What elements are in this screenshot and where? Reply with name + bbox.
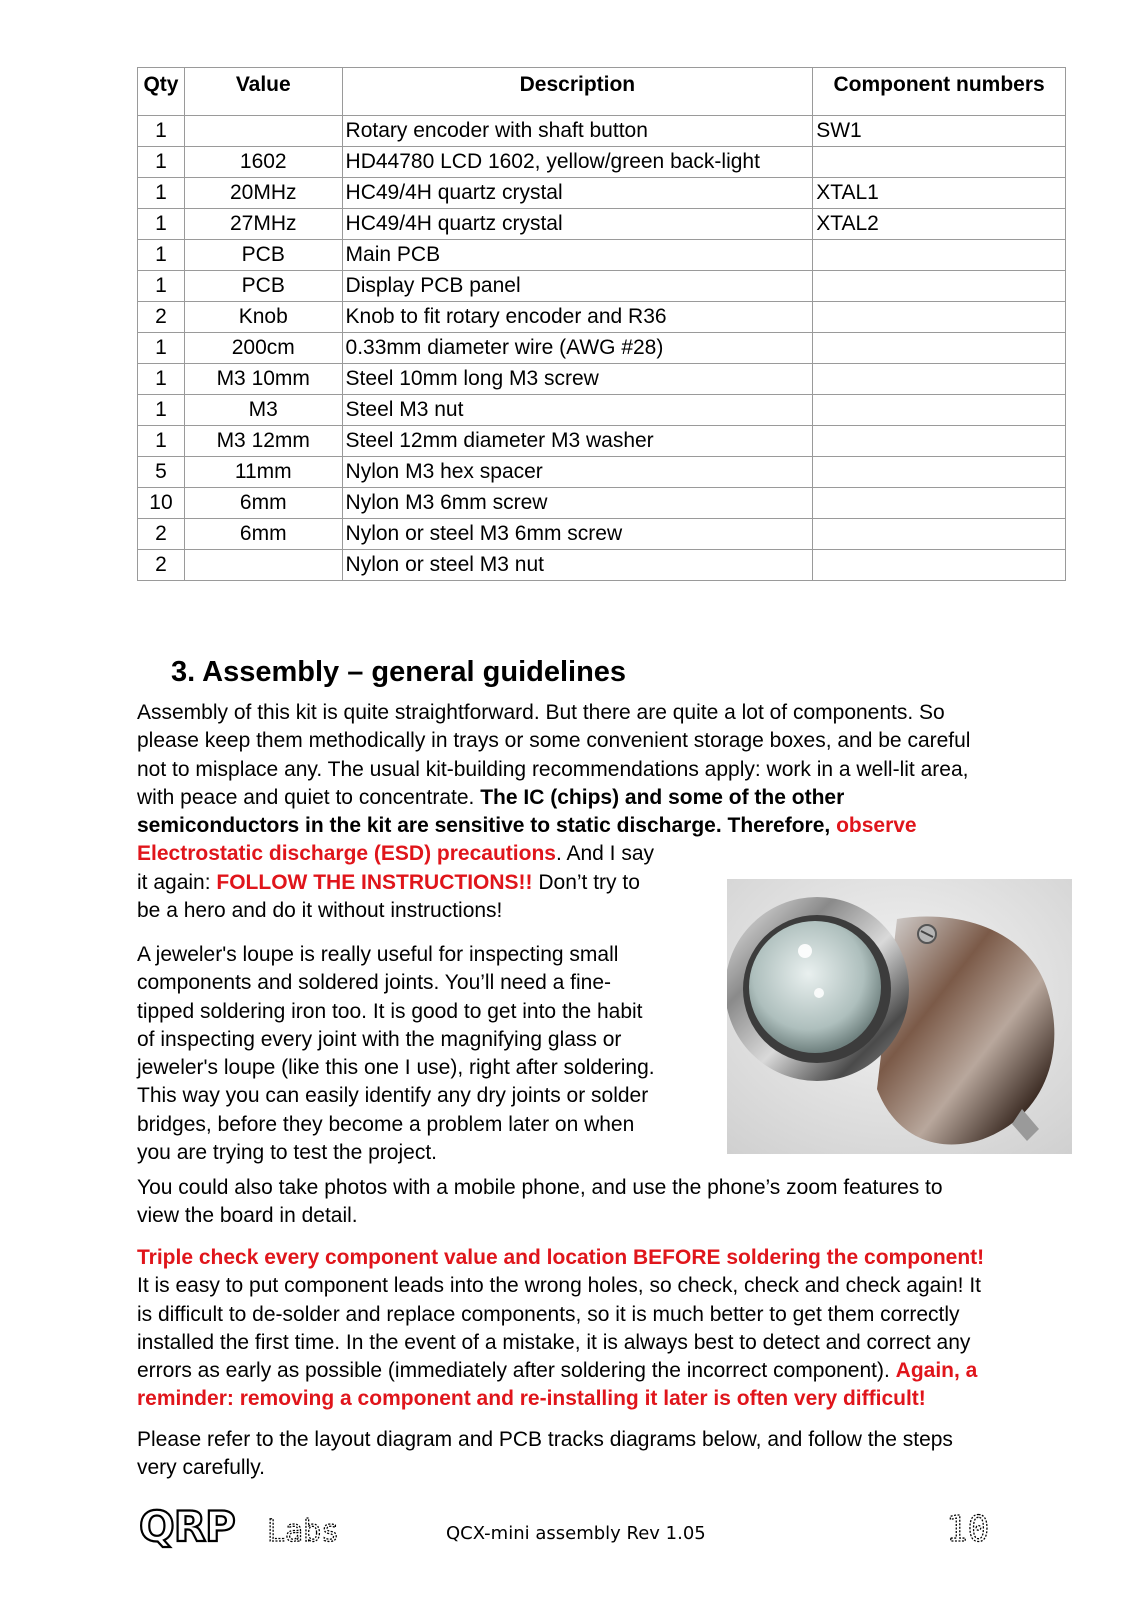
text-line: be a hero and do it without instructions!	[137, 899, 503, 923]
cell-component-numbers	[813, 519, 1066, 550]
text-line: you are trying to test the project.	[137, 1141, 437, 1165]
table-row	[138, 488, 1066, 519]
text-line: very carefully.	[137, 1456, 265, 1480]
cell-component-numbers	[813, 488, 1066, 519]
cell-qty: 5	[138, 457, 185, 488]
cell-value: 20MHz	[184, 178, 342, 209]
jewelers-loupe-photo	[727, 879, 1072, 1154]
cell-description: Nylon or steel M3 6mm screw	[342, 519, 813, 550]
cell-qty: 1	[138, 147, 185, 178]
table-row	[138, 333, 1066, 364]
cell-value: M3	[184, 395, 342, 426]
table-row	[138, 364, 1066, 395]
cell-description: Display PCB panel	[342, 271, 813, 302]
cell-component-numbers	[813, 240, 1066, 271]
text-span: . And I say	[555, 842, 655, 866]
cell-qty: 1	[138, 209, 185, 240]
red-warning-text: FOLLOW THE INSTRUCTIONS!!	[216, 870, 533, 894]
table-row	[138, 519, 1066, 550]
cell-qty: 1	[138, 240, 185, 271]
cell-description: Steel 12mm diameter M3 washer	[342, 426, 813, 457]
bold-warning-text: semiconductors in the kit are sensitive to static discharge. Therefore,	[137, 814, 837, 838]
text-line	[137, 812, 1067, 840]
text-line: You could also take photos with a mobile phone, and use the phone’s zoom features to	[137, 1176, 943, 1199]
text-line: view the board in detail.	[137, 1204, 358, 1228]
text-line: This way you can easily identify any dry joints or solder	[137, 1084, 649, 1108]
page-footer	[0, 1505, 1132, 1565]
column-header-description: Description	[342, 68, 813, 116]
text-line: of inspecting every joint with the magnifying glass or	[137, 1027, 622, 1051]
cell-value: 6mm	[184, 519, 342, 550]
cell-qty: 1	[138, 426, 185, 457]
cell-description: HC49/4H quartz crystal	[342, 209, 813, 240]
svg-text:QRP: QRP	[139, 1505, 235, 1549]
cell-value: PCB	[184, 240, 342, 271]
cell-value: PCB	[184, 271, 342, 302]
table-row	[138, 457, 1066, 488]
cell-value: 1602	[184, 147, 342, 178]
cell-value: M3 10mm	[184, 364, 342, 395]
page-number	[944, 1505, 1004, 1549]
text-line: bridges, before they become a problem later on when	[137, 1112, 635, 1136]
cell-description: Main PCB	[342, 240, 813, 271]
paragraph-phone-zoom	[137, 1174, 1067, 1231]
cell-qty: 1	[138, 395, 185, 426]
table-row	[138, 209, 1066, 240]
text-span: with peace and quiet to concentrate.	[137, 785, 481, 809]
column-header-component-numbers: Component numbers	[813, 68, 1066, 116]
cell-component-numbers: XTAL2	[813, 209, 1066, 240]
text-line: is difficult to de-solder and replace components, so it is much better to get them correctly	[137, 1302, 960, 1326]
cell-qty: 1	[138, 364, 185, 395]
cell-value: 27MHz	[184, 209, 342, 240]
cell-component-numbers	[813, 333, 1066, 364]
parts-table	[137, 67, 1066, 581]
cell-description: Nylon M3 6mm screw	[342, 488, 813, 519]
cell-qty: 1	[138, 116, 185, 147]
paragraph-triple-check	[137, 1244, 1077, 1414]
parts-table-body	[138, 116, 1066, 581]
cell-qty: 2	[138, 302, 185, 333]
cell-value	[184, 550, 342, 581]
cell-value	[184, 116, 342, 147]
text-span: it again:	[137, 870, 217, 894]
red-warning-text: observe	[836, 814, 917, 838]
cell-value: 200cm	[184, 333, 342, 364]
paragraph-loupe	[137, 941, 717, 1167]
column-header-qty: Qty	[138, 68, 185, 116]
text-line: It is easy to put component leads into the wrong holes, so check, check and check again! It	[137, 1274, 981, 1298]
bold-warning-text: The IC (chips) and some of the other	[480, 785, 845, 809]
document-title: QCX-mini assembly Rev 1.05	[446, 1523, 706, 1544]
cell-description: Nylon M3 hex spacer	[342, 457, 813, 488]
cell-description: Nylon or steel M3 nut	[342, 550, 813, 581]
table-header-row	[138, 68, 1066, 116]
cell-value: M3 12mm	[184, 426, 342, 457]
cell-description: 0.33mm diameter wire (AWG #28)	[342, 333, 813, 364]
table-row	[138, 116, 1066, 147]
text-line	[137, 1357, 1077, 1385]
cell-component-numbers	[813, 302, 1066, 333]
text-span: Don’t try to	[532, 870, 640, 894]
section-heading: 3. Assembly – general guidelines	[171, 656, 627, 688]
table-row	[138, 302, 1066, 333]
cell-description: Rotary encoder with shaft button	[342, 116, 813, 147]
text-line: Assembly of this kit is quite straightforward. But there are quite a lot of components. So	[137, 701, 945, 724]
cell-component-numbers	[813, 271, 1066, 302]
cell-qty: 2	[138, 550, 185, 581]
text-span: errors as early as possible (immediately after soldering the incorrect component).	[137, 1359, 896, 1383]
page-number-text: 10	[946, 1509, 990, 1549]
table-row	[138, 395, 1066, 426]
cell-component-numbers: XTAL1	[813, 178, 1066, 209]
table-row	[138, 550, 1066, 581]
cell-component-numbers: SW1	[813, 116, 1066, 147]
table-row	[138, 271, 1066, 302]
text-line: please keep them methodically in trays or some convenient storage boxes, and be careful	[137, 729, 971, 753]
text-line: jeweler's loupe (like this one I use), right after soldering.	[137, 1056, 655, 1080]
cell-value: 11mm	[184, 457, 342, 488]
cell-component-numbers	[813, 426, 1066, 457]
qrp-labs-logo	[137, 1505, 367, 1549]
cell-description: Steel M3 nut	[342, 395, 813, 426]
cell-value: Knob	[184, 302, 342, 333]
cell-component-numbers	[813, 550, 1066, 581]
text-line	[137, 784, 1067, 812]
text-line: tipped soldering iron too. It is good to get into the habit	[137, 999, 643, 1023]
red-warning-text: Again, a	[895, 1359, 978, 1383]
paragraph-refer-diagrams	[137, 1426, 1067, 1483]
cell-description: Knob to fit rotary encoder and R36	[342, 302, 813, 333]
red-warning-text: Electrostatic discharge (ESD) precautions	[137, 842, 556, 866]
cell-qty: 2	[138, 519, 185, 550]
cell-qty: 1	[138, 271, 185, 302]
cell-component-numbers	[813, 457, 1066, 488]
text-line: components and soldered joints. You’ll need a fine-	[137, 971, 611, 995]
cell-description: Steel 10mm long M3 screw	[342, 364, 813, 395]
table-row	[138, 147, 1066, 178]
table-row	[138, 426, 1066, 457]
text-line: installed the first time. In the event of a mistake, it is always best to detect and correct any	[137, 1330, 971, 1354]
red-warning-text: Triple check every component value and location BEFORE soldering the component!	[137, 1246, 985, 1269]
column-header-value: Value	[184, 68, 342, 116]
table-row	[138, 178, 1066, 209]
table-row	[138, 240, 1066, 271]
text-line: Please refer to the layout diagram and PCB tracks diagrams below, and follow the steps	[137, 1428, 953, 1451]
cell-component-numbers	[813, 147, 1066, 178]
cell-component-numbers	[813, 364, 1066, 395]
text-line: not to misplace any. The usual kit-building recommendations apply: work in a well-lit area,	[137, 757, 969, 781]
cell-qty: 1	[138, 178, 185, 209]
cell-qty: 1	[138, 333, 185, 364]
cell-description: HD44780 LCD 1602, yellow/green back-light	[342, 147, 813, 178]
cell-component-numbers	[813, 395, 1066, 426]
text-line: A jeweler's loupe is really useful for inspecting small	[137, 943, 619, 966]
red-warning-text: reminder: removing a component and re-installing it later is often very difficult!	[137, 1387, 926, 1411]
cell-qty: 10	[138, 488, 185, 519]
cell-value: 6mm	[184, 488, 342, 519]
text-line	[137, 840, 1067, 868]
svg-text:Labs: Labs	[267, 1514, 340, 1549]
cell-description: HC49/4H quartz crystal	[342, 178, 813, 209]
